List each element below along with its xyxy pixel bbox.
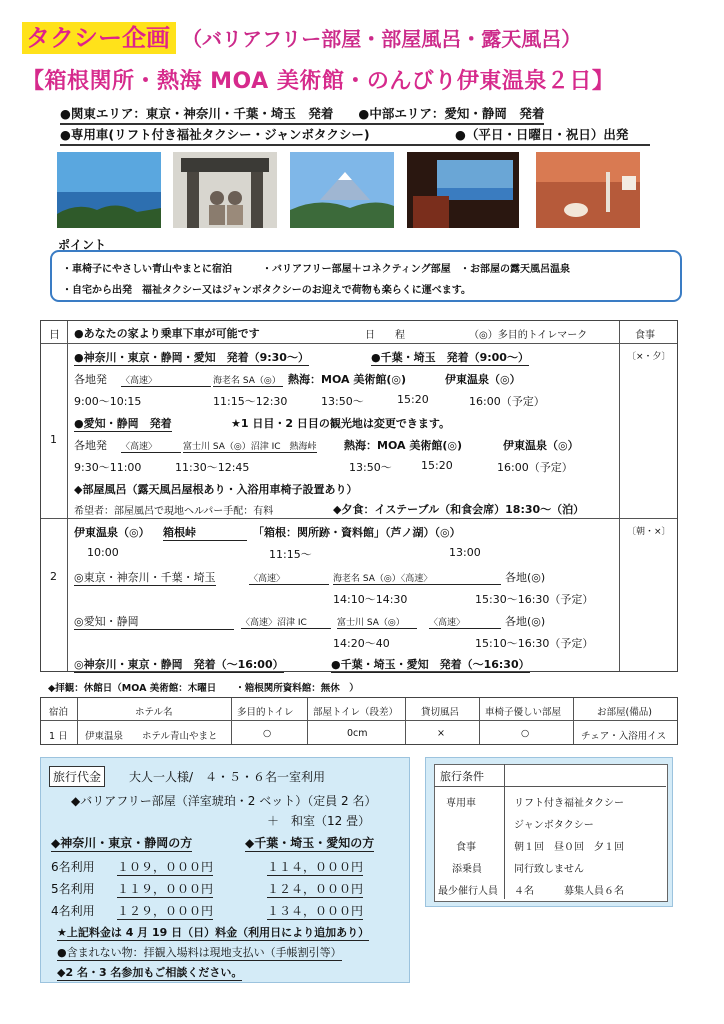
cond-key: 専用車 [446,798,476,809]
stop: 〈高速〉沼津 IC [241,615,331,629]
price-a: １０９，０００円 [117,860,214,874]
boarding-note: ●あなたの家より乗車下車が可能です [74,327,260,340]
table-header: 貸切風呂 [421,707,460,718]
cond-value: ４名 募集人員６名 [514,886,624,897]
table-cell: 1 日 [49,731,68,742]
area-b-header: ◆千葉・埼玉・愛知の方 [245,836,375,850]
price-label: 旅行代金 [49,766,105,787]
points-label: ポイント [58,238,107,252]
day1-meal: 〔×・夕〕 [627,352,671,362]
cond-key: 添乗員 [452,864,482,875]
route-b-title: ●千葉・埼玉 発着（9:00～） [371,351,529,364]
time: 9:30～11:00 [74,461,142,474]
table-header: 宿泊 [49,707,69,718]
point-item: ・車椅子にやさしい青山やまとに宿泊 [62,264,232,275]
route-c-title: ●愛知・静岡 発着 [74,417,172,430]
time: 9:00～10:15 [74,395,142,408]
time: 11:15～ [269,548,312,561]
toilet-mark-legend: （◎）多目的トイレマーク [469,330,588,341]
change-note: ★1 日目・2 日目の観光地は変更できます。 [231,417,450,430]
price-b: １１４，０００円 [267,860,364,874]
helper-note: 希望者：部屋風呂で現地ヘルパー手配：有料 [74,506,274,517]
stop: 各地(◎) [505,615,546,628]
stop: 各地発 [74,439,107,452]
cond-value: 朝１回 昼０回 夕１回 [514,842,624,853]
col-day: 日 [49,328,60,341]
stop: 伊東温泉（◎） [445,373,521,386]
point-item: ・自宅から出発 福祉タクシー又はジャンボタクシーのお迎えで荷物も楽らくに運べます。 [62,285,471,296]
stop: 箱根峠 [163,524,247,541]
area-line: ●関東エリア：東京・神奈川・千葉・埼玉 発着 ●中部エリア：愛知・静岡 発着 [60,104,544,125]
time: 13:50～ [349,461,392,474]
stop: 熱海：MOA 美術館(◎) [344,439,462,452]
table-header: ホテル名 [135,707,173,718]
stop: 伊東温泉（◎） [74,526,150,539]
price-per-person: 大人一人様/ ４・５・６名一室利用 [129,770,326,784]
table-cell: チェア・入浴用イス [581,731,667,742]
stop: 海老名 SA（◎）〈高速〉 [333,571,501,585]
point-item: ・バリアフリー部屋＋コネクティング部屋 [262,264,451,275]
cond-value: ジャンボタクシー [514,820,594,831]
time: 16:00（予定） [469,395,545,408]
time: 13:50～ [321,395,364,408]
vehicle-line [60,125,650,146]
closed-days-note: ◆拝観：休館日（MOA 美術館：木曜日 ・箱根関所資料館：無休 ） [48,683,359,694]
cond-value: 同行致しません [514,864,584,875]
day2-meal: 〔朝・×〕 [627,527,671,537]
time: 10:00 [87,546,119,559]
col-meal: 食事 [635,330,655,341]
room-view-photo [407,152,519,228]
hakone-gate-photo [173,152,277,228]
day-number: 2 [50,570,57,583]
price-b: １２４，０００円 [267,882,364,896]
stop: 各地発 [74,373,107,386]
stop: ◎東京・神奈川・千葉・埼玉 [74,571,216,584]
return-b: ●千葉・埼玉・愛知 発着（～16:30） [331,658,530,671]
room-bath-note: ◆部屋風呂（露天風呂屋根あり・入浴用車椅子設置あり） [74,483,358,496]
table-header: 多目的トイレ [237,707,294,718]
time: 11:30～12:45 [175,461,250,474]
price-row-label: 6名利用 [51,860,95,874]
time: 14:20～40 [333,637,390,650]
time: 15:20 [421,459,453,472]
vehicle-text: ●専用車(リフト付き福祉タクシー・ジャンボタクシー) [60,127,370,142]
table-cell: 伊東温泉 ホテル青山やまと [85,731,218,742]
points-box [50,250,682,302]
time: 11:15～12:30 [213,395,288,408]
table-header: 車椅子優しい部屋 [485,707,562,718]
table-cell: × [437,728,445,739]
page-title: タクシー企画 [22,22,176,54]
table-header: 部屋トイレ（段差） [313,707,399,718]
cond-key: 食事 [456,842,476,853]
time: 14:10～14:30 [333,593,408,606]
table-cell: ○ [263,728,272,739]
dinner-note: ◆夕食：イステーブル（和食会席）18:30～（泊） [333,503,585,516]
table-cell: 0cm [347,728,368,739]
stop: 各地(◎) [505,571,546,584]
stop: 熱海：MOA 美術館(◎) [288,373,406,386]
table-cell: ○ [521,728,530,739]
price-row-label: 4名利用 [51,904,95,918]
time: 13:00 [449,546,481,559]
table-header: お部屋(備品) [597,707,652,718]
route-a-title: ●神奈川・東京・静岡・愛知 発着（9:30～） [74,351,309,364]
cond-value: リフト付き福祉タクシー [514,798,624,809]
conditions-label: 旅行条件 [440,770,484,783]
day-number: 1 [50,433,57,446]
stop: 伊東温泉（◎） [503,439,579,452]
point-item: ・お部屋の露天風呂温泉 [460,264,570,275]
stop: 〈高速〉 [121,373,211,387]
conditions-box [425,757,673,907]
coast-photo [57,152,161,228]
price-row-label: 5名利用 [51,882,95,896]
time: 15:10～16:30（予定） [475,637,594,650]
page-subtitle: （バリアフリー部屋・部屋風呂・露天風呂） [182,27,582,51]
price-a: １１９，０００円 [117,882,214,896]
excluded-note: ●含まれない物：拝観入場料は現地支払い（手帳割引等） [57,946,342,959]
return-a: ◎神奈川・東京・静岡 発着（～16:00） [74,658,284,671]
price-a: １２９，０００円 [117,904,214,918]
stop: 海老名 SA（◎） [213,373,283,387]
stop: ◎愛知・静岡 [74,613,234,630]
itinerary-table [40,320,678,672]
time: 15:20 [397,393,429,406]
stop: 〈高速〉 [249,571,329,585]
time: 15:30～16:30（予定） [475,593,594,606]
stop: 「箱根：関所跡・資料館」（芦ノ湖）（◎） [253,526,461,539]
cond-key: 最少催行人員 [438,886,498,897]
hotel-table [40,697,678,745]
title-block [22,18,581,54]
tour-name: 【箱根関所・熱海 MOA 美術館・のんびり伊東温泉２日】 [22,69,615,94]
price-box [40,757,410,983]
price-note: ★上記料金は 4 月 19 日（日）料金（利用日により追加あり） [57,926,370,939]
stop: 〈高速〉 [121,439,181,453]
small-group-note: ◆2 名・3 名参加もご相談ください。 [57,966,243,979]
bathroom-photo [536,152,640,228]
room-type: ◆バリアフリー部屋（洋室琥珀・2 ベット）（定員 2 名） [71,794,377,808]
area-a-header: ◆神奈川・東京・静岡の方 [51,836,193,850]
col-schedule: 日 程 [365,330,405,341]
stop: 富士川 SA（◎）沼津 IC 熱海峠 [183,439,317,453]
time: 16:00（予定） [497,461,573,474]
mount-fuji-photo [290,152,394,228]
room-type-add: ＋ 和室（12 畳） [267,814,371,828]
departure-days: ●（平日・日曜日・祝日）出発 [455,127,629,142]
stop: 〈高速〉 [429,615,501,629]
price-b: １３４，０００円 [267,904,364,918]
stop: 富士川 SA（◎） [337,615,417,629]
